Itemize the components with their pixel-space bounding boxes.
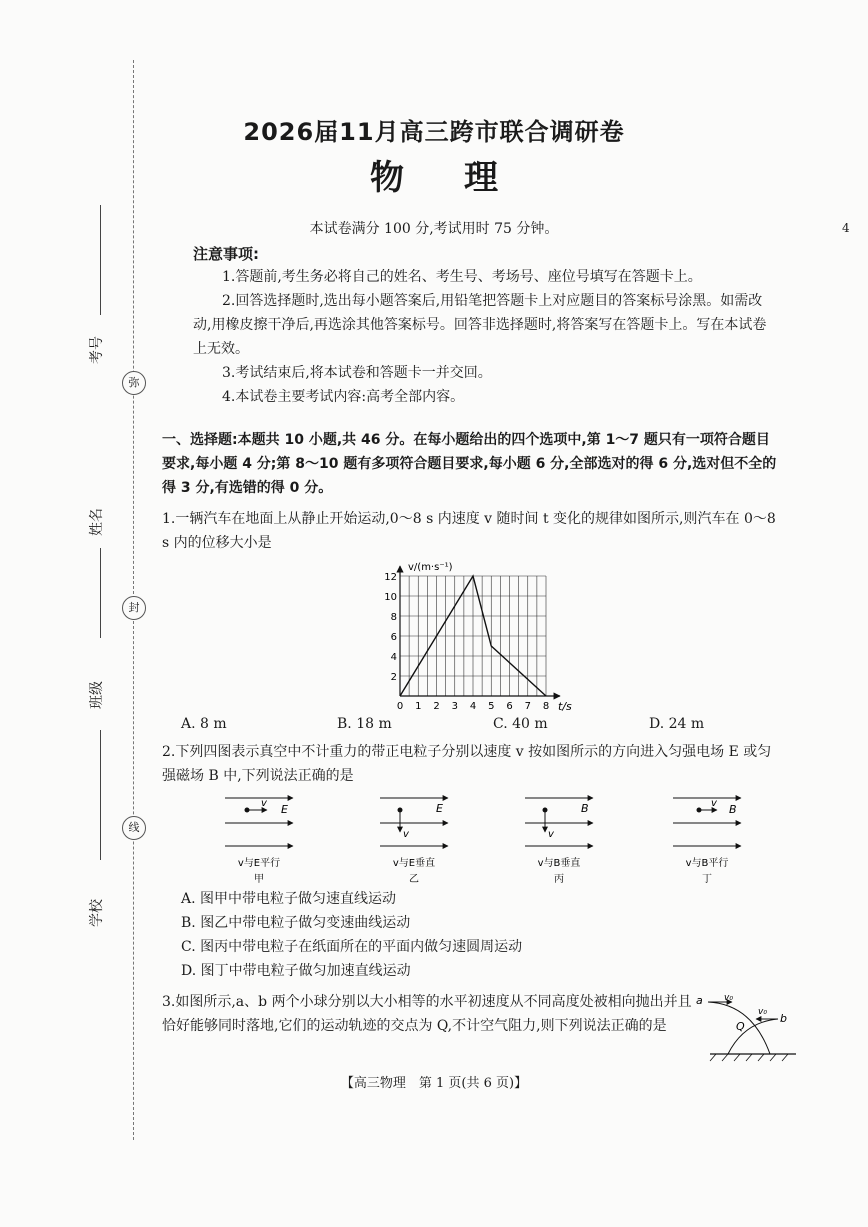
class-line[interactable] <box>100 730 101 860</box>
notice-title: 注意事项: <box>193 245 259 263</box>
exam-info: 本试卷满分 100 分,考试用时 75 分钟。 <box>309 221 559 237</box>
exam-title: 2026届11月高三跨市联合调研卷 <box>243 118 625 146</box>
label-field: B <box>729 803 737 816</box>
school-label: 学校 <box>89 899 105 927</box>
diagram-bing <box>525 798 593 885</box>
notice-item: 2.回答选择题时,选出每小题答案后,用铅笔把答题卡上对应题目的答案标号涂黑。如需改动,用橡皮擦干净后,再选涂其他答案标号。回答非选择题时,将答案写在答题卡上。写在本试卷上无效。 <box>193 293 767 357</box>
notice-item: 1.答题前,考生务必将自己的姓名、考生号、考场号、座位号填写在答题卡上。 <box>222 269 702 285</box>
diagram-name: 甲 <box>254 874 264 885</box>
diagram-name: 丁 <box>702 874 712 885</box>
label-field: E <box>281 803 288 816</box>
caption: v与E垂直 <box>392 858 436 869</box>
q2-option-b[interactable]: B. 图乙中带电粒子做匀变速曲线运动 <box>181 915 411 931</box>
q1-option-b[interactable]: B. 18 m <box>337 716 392 732</box>
q2-stem: 2.下列四图表示真空中不计重力的带正电粒子分别以速度 v 按如图所示的方向进入匀强电场 E 或匀强磁场 B 中,下列说法正确的是 <box>162 744 772 784</box>
label-v: v <box>548 829 554 840</box>
diagram-ding <box>673 798 741 885</box>
q1-stem: 1.一辆汽车在地面上从静止开始运动,0～8 s 内速度 v 随时间 t 变化的规律如图所示,则汽车在 0～8 s 内的位移大小是 <box>162 511 776 551</box>
chart-axes <box>400 566 560 696</box>
label-v: v <box>711 798 717 809</box>
chart-grid <box>400 576 546 696</box>
class-label: 班级 <box>89 681 105 709</box>
x-tick-label: 8 <box>542 701 550 712</box>
x-tick-label: 1 <box>415 701 422 712</box>
q2-diagrams <box>215 790 755 888</box>
vt-chart <box>380 558 600 714</box>
x-tick-label: 0 <box>396 701 404 712</box>
diagram-name: 乙 <box>409 874 419 885</box>
label-v0-a: v₀ <box>724 993 733 1003</box>
notice-item: 4.本试卷主要考试内容:高考全部内容。 <box>222 389 465 405</box>
diagram-name: 丙 <box>554 874 564 885</box>
y-tick-label: 6 <box>390 632 397 643</box>
q3-stem: 3.如图所示,a、b 两个小球分别以大小相等的水平初速度从不同高度处被相向抛出并且恰好能够同时落地,它们的运动轨迹的交点为 Q,不计空气阻力,则下列说法正确的是 <box>162 994 692 1034</box>
q1-option-a[interactable]: A. 8 m <box>181 716 227 732</box>
diagram-jia <box>225 798 293 885</box>
label-v0-b: v₀ <box>758 1007 767 1017</box>
q1-option-d[interactable]: D. 24 m <box>649 716 705 732</box>
x-axis-label: t/s <box>558 700 572 713</box>
notice-item: 3.考试结束后,将本试卷和答题卡一并交回。 <box>222 365 492 381</box>
x-tick-label: 2 <box>433 701 440 712</box>
seal-xian: 线 <box>122 816 146 840</box>
label-v: v <box>261 798 267 809</box>
seal-mi: 弥 <box>122 371 146 395</box>
caption: v与E平行 <box>237 858 281 869</box>
x-tick-label: 4 <box>469 701 477 712</box>
ground-hatch <box>710 1054 788 1061</box>
notice-list <box>193 265 773 409</box>
particle <box>543 808 548 813</box>
label-a: a <box>696 994 703 1007</box>
diagram-yi <box>380 798 448 885</box>
page-footer: 【高三物理 第 1 页(共 6 页)】 <box>340 1076 528 1091</box>
y-tick-label: 8 <box>390 612 397 623</box>
q1-option-c[interactable]: C. 40 m <box>493 716 548 732</box>
label-b: b <box>780 1012 787 1025</box>
caption: v与B垂直 <box>537 858 581 869</box>
section-heading: 一、选择题:本题共 10 小题,共 46 分。在每小题给出的四个选项中,第 1～7 题只有一项符合题目要求,每小题 4 分;第 8～10 题有多项符合题目要求,每小题 6 分,全部选对的得 6 分,选对但不全的得 3 分,有选错的得 0 分。 <box>162 432 777 496</box>
label-q: Q <box>736 1020 745 1033</box>
y-tick-label: 4 <box>390 652 397 663</box>
particle <box>697 808 702 813</box>
label-v: v <box>403 829 409 840</box>
particle <box>398 808 403 813</box>
x-tick-label: 5 <box>488 701 495 712</box>
name-label: 姓名 <box>89 508 105 536</box>
x-tick-label: 3 <box>451 701 458 712</box>
y-tick-label: 12 <box>384 572 397 583</box>
label-field: E <box>436 802 443 815</box>
stray-mark: 4 <box>842 221 850 235</box>
q3-diagram <box>692 990 802 1066</box>
q2-option-c[interactable]: C. 图丙中带电粒子在纸面所在的平面内做匀速圆周运动 <box>181 939 523 955</box>
name-line[interactable] <box>100 548 101 638</box>
x-tick-label: 7 <box>524 701 531 712</box>
particle <box>245 808 250 813</box>
y-axis-label: v/(m·s⁻¹) <box>408 562 453 573</box>
y-tick-label: 10 <box>384 592 397 603</box>
q2-option-d[interactable]: D. 图丁中带电粒子做匀加速直线运动 <box>181 963 411 979</box>
seal-feng: 封 <box>122 596 146 620</box>
x-tick-label: 6 <box>506 701 513 712</box>
subject-title: 物理 <box>370 158 558 198</box>
exam-no-label: 考号 <box>89 336 105 364</box>
q2-option-a[interactable]: A. 图甲中带电粒子做匀速直线运动 <box>181 891 397 907</box>
label-field: B <box>581 802 589 815</box>
y-tick-label: 2 <box>390 672 397 683</box>
caption: v与B平行 <box>685 858 729 869</box>
q2-options <box>181 887 741 983</box>
